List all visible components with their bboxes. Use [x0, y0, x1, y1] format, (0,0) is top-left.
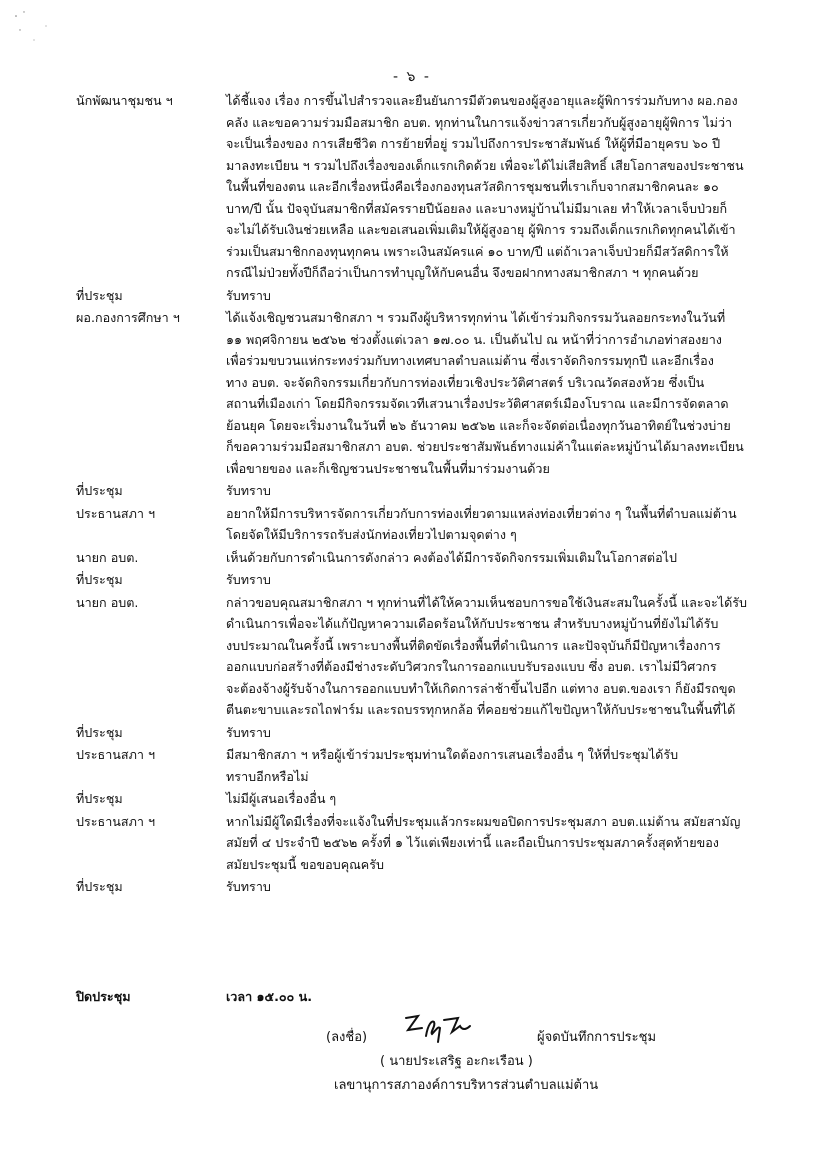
statement-line: ดำเนินการเพื่อจะได้แก้ปัญหาความเดือดร้อนให้กับประชาชน สำหรับบางหมู่บ้านที่ยังไม่ได้รับ	[226, 616, 719, 631]
statement-line: ทราบอีกหรือไม่	[226, 768, 309, 784]
minutes-entry	[76, 876, 756, 898]
speaker-label: ประธานสภา ฯ	[76, 505, 156, 521]
statement-line: กล่าวขอบคุณสมาชิกสภา ฯ ทุกท่านที่ได้ให้ความเห็นชอบการขอใช้เงินสะสมในครั้งนี้ และจะได้รับ	[226, 594, 748, 610]
statement-line: ๑๑ พฤศจิกายน ๒๕๖๒ ช่วงตั้งแต่เวลา ๑๗.๐๐ น. เป็นต้นไป ณ หน้าที่ว่าการอำเภอท่าสองยาง	[226, 331, 722, 347]
statement-line: งบประมาณในครั้งนี้ เพราะบางพื้นที่ติดขัดเรื่องพื้นที่ดำเนินการ และปัจจุบันก็มีปัญหาเรื่องการ	[226, 637, 721, 653]
statement-line: อยากให้มีการบริหารจัดการเกี่ยวกับการท่องเที่ยวตามแหล่งท่องเที่ยวต่าง ๆ ในพื้นที่ตำบลแม่ต้าน	[226, 505, 737, 521]
minutes-entry	[76, 788, 756, 810]
statement-line: ไม่มีผู้เสนอเรื่องอื่น ๆ	[226, 791, 337, 806]
statement-line: โดยจัดให้มีบริการรถรับส่งนักท่องเที่ยวไปตามจุดต่าง ๆ	[226, 527, 517, 542]
statement-line: คลัง และขอความร่วมมือสมาชิก อบต. ทุกท่านในการแจ้งข่าวสารเกี่ยวกับผู้สูงอายุผู้พิการ ไม่ว่า	[226, 114, 733, 130]
statement-line: สถานที่เมืองเก่า โดยมีกิจกรรมจัดเวทีเสวนาเรื่องประวัติศาสตร์เมืองโบราณ และมีการจัดตลาด	[226, 396, 729, 411]
minutes-entry	[76, 592, 756, 721]
statement-line: เพื่อร่วมขบวนแห่กระทงร่วมกับทางเทศบาลตำบลแม่ต้าน ซึ่งเราจัดกิจกรรมทุกปี และอีกเรื่อง	[226, 353, 714, 368]
speaker-label: ที่ประชุม	[76, 287, 123, 303]
statement-line: รับทราบ	[226, 572, 271, 587]
minutes-entry	[76, 811, 756, 876]
speaker-label: นายก อบต.	[76, 594, 139, 610]
statement-line: สมัยประชุมนี้ ขอขอบคุณครับ	[226, 856, 384, 872]
handwritten-signature	[402, 1010, 478, 1048]
sign-prefix: (ลงชื่อ)	[326, 1030, 368, 1045]
statement-line: เห็นด้วยกับการดำเนินการดังกล่าว คงต้องได้มีการจัดกิจกรรมเพิ่มเติมในโอกาสต่อไป	[226, 549, 677, 565]
statement-line: ย้อนยุค โดยจะเริ่มงานในวันที่ ๒๖ ธันวาคม ๒๕๖๒ และก็จะจัดต่อเนื่องทุกวันอาทิตย์ในช่วงบ่าย	[226, 417, 731, 433]
statement-line: ในพื้นที่ของตน และอีกเรื่องหนึ่งคือเรื่องกองทุนสวัสดิการชุมชนที่เราเก็บจากสมาชิกคนละ ๑๐	[226, 179, 719, 194]
statement-line: ก็ขอความร่วมมือสมาชิกสภา อบต. ช่วยประชาสัมพันธ์ทางแม่ค้าในแต่ละหมู่บ้านได้มาลงทะเบียน	[226, 439, 744, 454]
minutes-entry	[76, 307, 756, 479]
recorder-name: ( นายประเสริฐ อะกะเรือน )	[380, 1054, 533, 1069]
speaker-label: นายก อบต.	[76, 549, 139, 565]
scan-specks	[14, 10, 54, 54]
statement-line: เพื่อขายของ และก็เชิญชวนประชาชนในพื้นที่มาร่วมงานด้วย	[226, 460, 550, 476]
minutes-entry	[76, 722, 756, 744]
speaker-label: ที่ประชุม	[76, 572, 123, 587]
minutes-entry	[76, 480, 756, 502]
statement-line: ได้แจ้งเชิญชวนสมาชิกสภา ฯ รวมถึงผู้บริหารทุกท่าน ได้เข้าร่วมกิจกรรมวันลอยกระทงในวันที่	[226, 310, 726, 325]
speaker-label: ที่ประชุม	[76, 879, 123, 894]
closing-label: ปิดประชุม	[76, 989, 131, 1004]
statement-line: ทาง อบต. จะจัดกิจกรรมเกี่ยวกับการท่องเที่ยวเชิงประวัติศาสตร์ บริเวณวัดสองห้วย ซึ่งเป็น	[226, 374, 705, 390]
speaker-label: ที่ประชุม	[76, 483, 123, 498]
minutes-entry	[76, 285, 756, 307]
statement-line: จะต้องจ้างผู้รับจ้างในการออกแบบทำให้เกิดการล่าช้าขึ้นไปอีก แต่ทาง อบต.ของเรา ก็ยังมีรถขุด	[226, 680, 736, 696]
statement-line: ตีนตะขาบและรถไถฟาร์ม และรถบรรทุกหกล้อ ที่คอยช่วยแก้ไขปัญหาให้กับประชาชนในพื้นที่ได้	[226, 702, 736, 717]
recorder-position: เลขานุการสภาองค์การบริหารส่วนตำบลแม่ต้าน	[334, 1078, 599, 1093]
speaker-label: ประธานสภา ฯ	[76, 813, 156, 829]
statement-line: จะเป็นเรื่องของ การเสียชีวิต การย้ายที่อยู่ รวมไปถึงการประชาสัมพันธ์ ให้ผู้ที่มีอายุครบ ๖๐ ปี	[226, 136, 721, 151]
speaker-label: ที่ประชุม	[76, 791, 123, 806]
recorder-role: ผู้จดบันทึกการประชุม	[537, 1030, 657, 1045]
speaker-label: ผอ.กองการศึกษา ฯ	[76, 310, 180, 325]
statement-line: ออกแบบก่อสร้างที่ต้องมีช่างระดับวิศวกรในการออกแบบรับรองแบบ ซึ่ง อบต. เราไม่มีวิศวกร	[226, 659, 717, 674]
speaker-label: นักพัฒนาชุมชน ฯ	[76, 93, 173, 108]
minutes-entry	[76, 90, 756, 284]
statement-line: รับทราบ	[226, 287, 271, 303]
statement-line: รับทราบ	[226, 879, 271, 894]
statement-line: รับทราบ	[226, 483, 271, 498]
statement-line: จะไม่ได้รับเงินช่วยเหลือ และขอเสนอเพิ่มเติมให้ผู้สูงอายุ ผู้พิการ รวมถึงเด็กแรกเกิดทุกคนได้เข้า	[226, 222, 736, 237]
statement-line: บาท/ปี นั้น ปัจจุบันสมาชิกที่สมัครรายปีน้อยลง และบางหมู่บ้านไม่มีมาเลย ทำให้เวลาเจ็บป่วยก็	[226, 200, 728, 216]
statement-line: มีสมาชิกสภา ฯ หรือผู้เข้าร่วมประชุมท่านใดต้องการเสนอเรื่องอื่น ๆ ให้ที่ประชุมได้รับ	[226, 747, 679, 762]
minutes-entry	[76, 547, 756, 569]
closing-time: เวลา ๑๕.๐๐ น.	[226, 989, 313, 1004]
minutes-entry	[76, 503, 756, 546]
minutes-entry	[76, 744, 756, 787]
page-number: - ๖ -	[393, 69, 431, 85]
speaker-label: ประธานสภา ฯ	[76, 747, 156, 762]
statement-line: หากไม่มีผู้ใดมีเรื่องที่จะแจ้งในที่ประชุมแล้วกระผมขอปิดการประชุมสภา อบต.แม่ต้าน สมัยสามัญ	[226, 813, 741, 829]
statement-line: รับทราบ	[226, 724, 271, 740]
speaker-label: ที่ประชุม	[76, 724, 123, 740]
statement-line: มาลงทะเบียน ฯ รวมไปถึงเรื่องของเด็กแรกเกิดด้วย เพื่อจะได้ไม่เสียสิทธิ์ เสียโอกาสของประชาชน	[226, 157, 744, 173]
statement-line: ได้ชี้แจง เรื่อง การขึ้นไปสำรวจและยืนยันการมีตัวตนของผู้สูงอายุและผู้พิการร่วมกับทาง ผอ.กอง	[226, 93, 738, 108]
statement-line: ร่วมเป็นสมาชิกกองทุนทุกคน เพราะเงินสมัครแค่ ๑๐ บาท/ปี แต่ถ้าเวลาเจ็บป่วยก็มีสวัสดิการให้	[226, 243, 729, 259]
statement-line: กรณีไม่ป่วยทั้งปีก็ถือว่าเป็นการทำบุญให้กับคนอื่น จึงขอฝากทางสมาชิกสภา ฯ ทุกคนด้วย	[226, 265, 699, 280]
statement-line: สมัยที่ ๔ ประจำปี ๒๕๖๒ ครั้งที่ ๑ ไว้แต่เพียงเท่านี้ และถือเป็นการประชุมสภาครั้งสุดท้ายของ	[226, 835, 719, 850]
minutes-entry	[76, 569, 756, 591]
